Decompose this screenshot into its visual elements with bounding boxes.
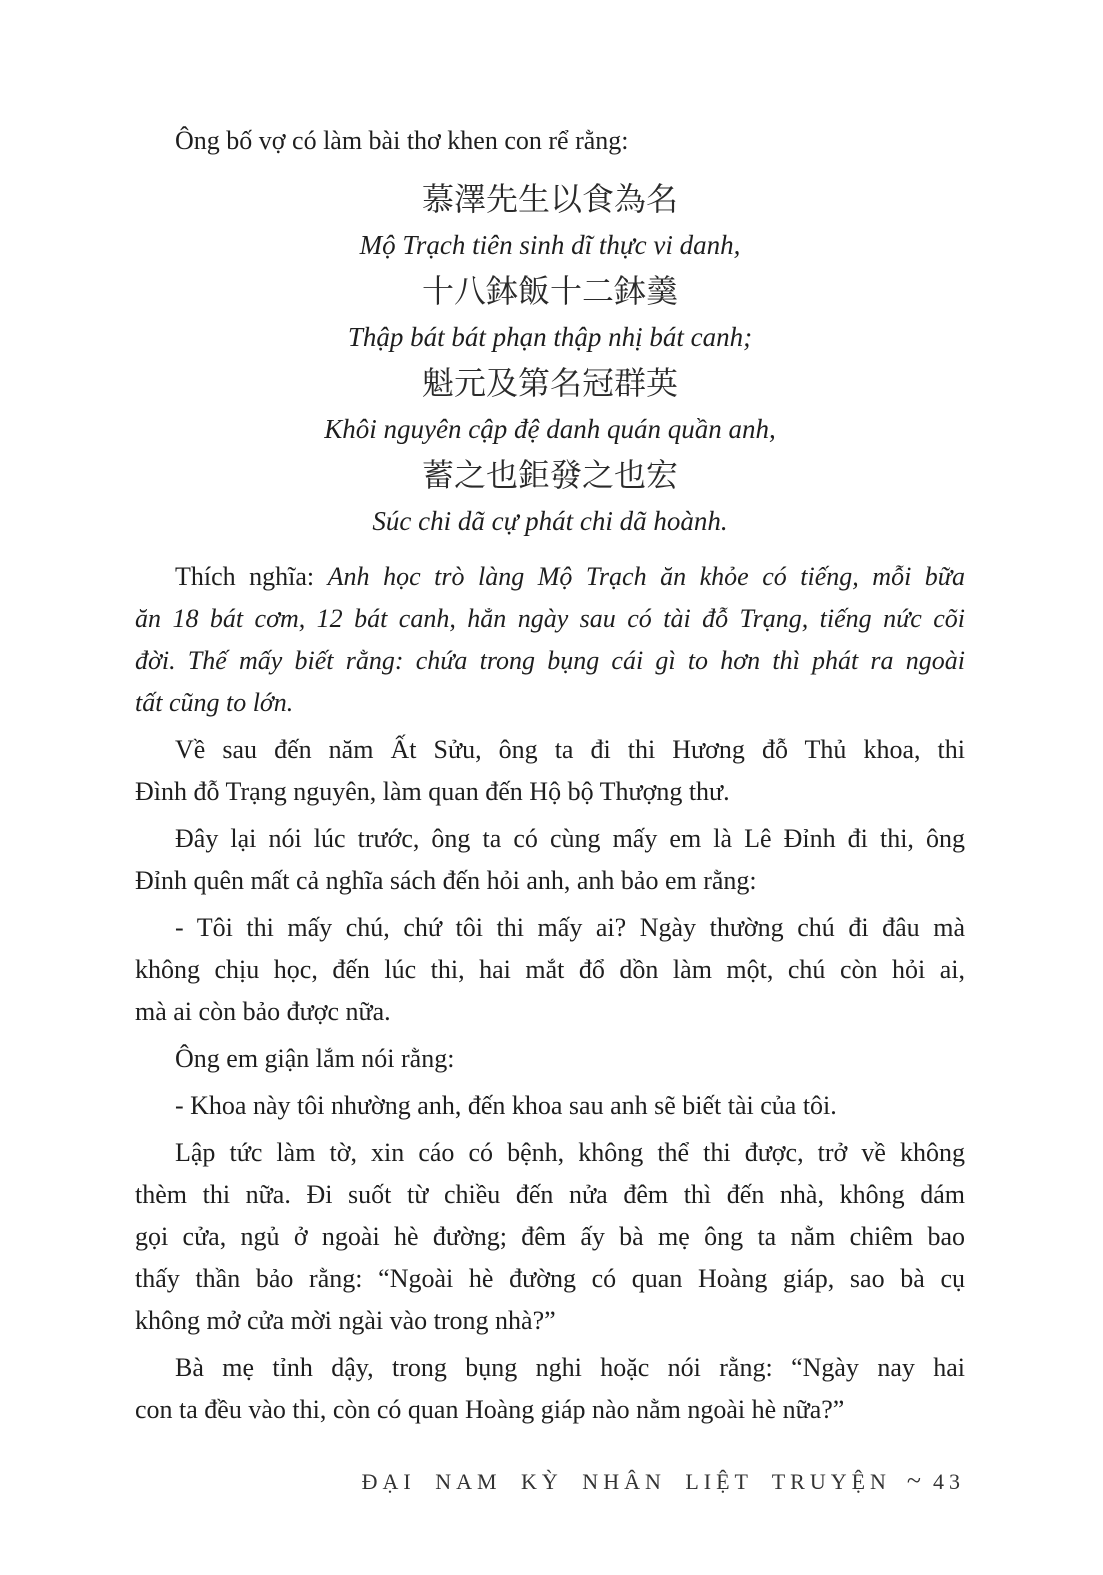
text-line: Đây lại nói lúc trước, ông ta có cùng mấy em là Lê Đỉnh đi thi, ông <box>175 824 965 853</box>
text-line: mà ai còn bảo được nữa. <box>135 997 391 1026</box>
paragraph <box>135 818 965 902</box>
text-line: Thích nghĩa: Anh học trò làng Mộ Trạch ăn khỏe có tiếng, mỗi bữa <box>175 562 965 591</box>
text-line: thèm thi nữa. Đi suốt từ chiều đến nửa đêm thì đến nhà, không dám <box>135 1180 965 1209</box>
poem-line-chinese: 魁元及第名冠群英 <box>421 365 678 401</box>
text-block <box>135 0 965 1436</box>
text-line: Lập tức làm tờ, xin cáo có bệnh, không thể thi được, trở về không <box>175 1138 965 1167</box>
paragraph <box>135 907 965 1033</box>
poem <box>135 176 965 544</box>
paragraph <box>135 729 965 813</box>
poem-line-chinese: 十八鉢飯十二鉢羹 <box>421 273 678 309</box>
text-line: Đình đỗ Trạng nguyên, làm quan đến Hộ bộ Thượng thư. <box>135 777 730 806</box>
paragraph <box>135 1038 965 1080</box>
text-line: gọi cửa, ngủ ở ngoài hè đường; đêm ấy bà mẹ ông ta nằm chiêm bao <box>135 1222 965 1251</box>
paragraph <box>135 1132 965 1342</box>
text-line: Ông em giận lắm nói rằng: <box>175 1044 455 1073</box>
text-line: thấy thần bảo rằng: “Ngoài hè đường có quan Hoàng giáp, sao bà cụ <box>135 1264 965 1293</box>
paragraph <box>135 1347 965 1431</box>
running-title: ĐẠI NAM KỲ NHÂN LIỆT TRUYỆN <box>361 1469 891 1494</box>
text-line: ăn 18 bát cơm, 12 bát canh, hẳn ngày sau có tài đỗ Trạng, tiếng nức cõi <box>135 604 965 633</box>
page-number: 43 <box>933 1469 965 1494</box>
tilde-separator: ~ <box>906 1466 921 1495</box>
paragraph-label: Thích nghĩa: <box>175 562 328 591</box>
poem-line-transliteration: Súc chi dã cự phát chi dã hoành. <box>372 506 728 536</box>
poem-line-chinese: 蓄之也鉅發之也宏 <box>421 457 678 493</box>
text-line: con ta đều vào thi, còn có quan Hoàng giáp nào nằm ngoài hè nữa?” <box>135 1395 845 1424</box>
page-footer <box>362 1466 965 1496</box>
text-line: không chịu học, đến lúc thi, hai mắt đổ dồn làm một, chú còn hỏi ai, <box>135 955 965 984</box>
intro-line: Ông bố vợ có làm bài thơ khen con rể rằng: <box>175 126 629 155</box>
body-paragraphs <box>135 556 965 1431</box>
text-line: đời. Thế mấy biết rằng: chứa trong bụng cái gì to hơn thì phát ra ngoài <box>135 646 965 675</box>
text-line: - Tôi thi mấy chú, chứ tôi thi mấy ai? Ngày thường chú đi đâu mà <box>175 913 965 942</box>
text-line: - Khoa này tôi nhường anh, đến khoa sau anh sẽ biết tài của tôi. <box>175 1091 837 1120</box>
text-line: không mở cửa mời ngài vào trong nhà?” <box>135 1306 556 1335</box>
text-line: Về sau đến năm Ất Sửu, ông ta đi thi Hương đỗ Thủ khoa, thi <box>175 735 965 764</box>
text-line: Bà mẹ tỉnh dậy, trong bụng nghi hoặc nói rằng: “Ngày nay hai <box>175 1353 965 1382</box>
paragraph <box>135 1085 965 1127</box>
poem-line-chinese: 慕澤先生以食為名 <box>421 181 678 217</box>
poem-line-transliteration: Mộ Trạch tiên sinh dĩ thực vi danh, <box>359 230 741 260</box>
text-line: Đỉnh quên mất cả nghĩa sách đến hỏi anh, anh bảo em rằng: <box>135 866 757 895</box>
text-line: tất cũng to lớn. <box>135 688 294 717</box>
paragraph <box>135 556 965 724</box>
poem-line-transliteration: Thập bát bát phạn thập nhị bát canh; <box>347 322 753 352</box>
poem-line-transliteration: Khôi nguyên cập đệ danh quán quần anh, <box>324 414 776 444</box>
